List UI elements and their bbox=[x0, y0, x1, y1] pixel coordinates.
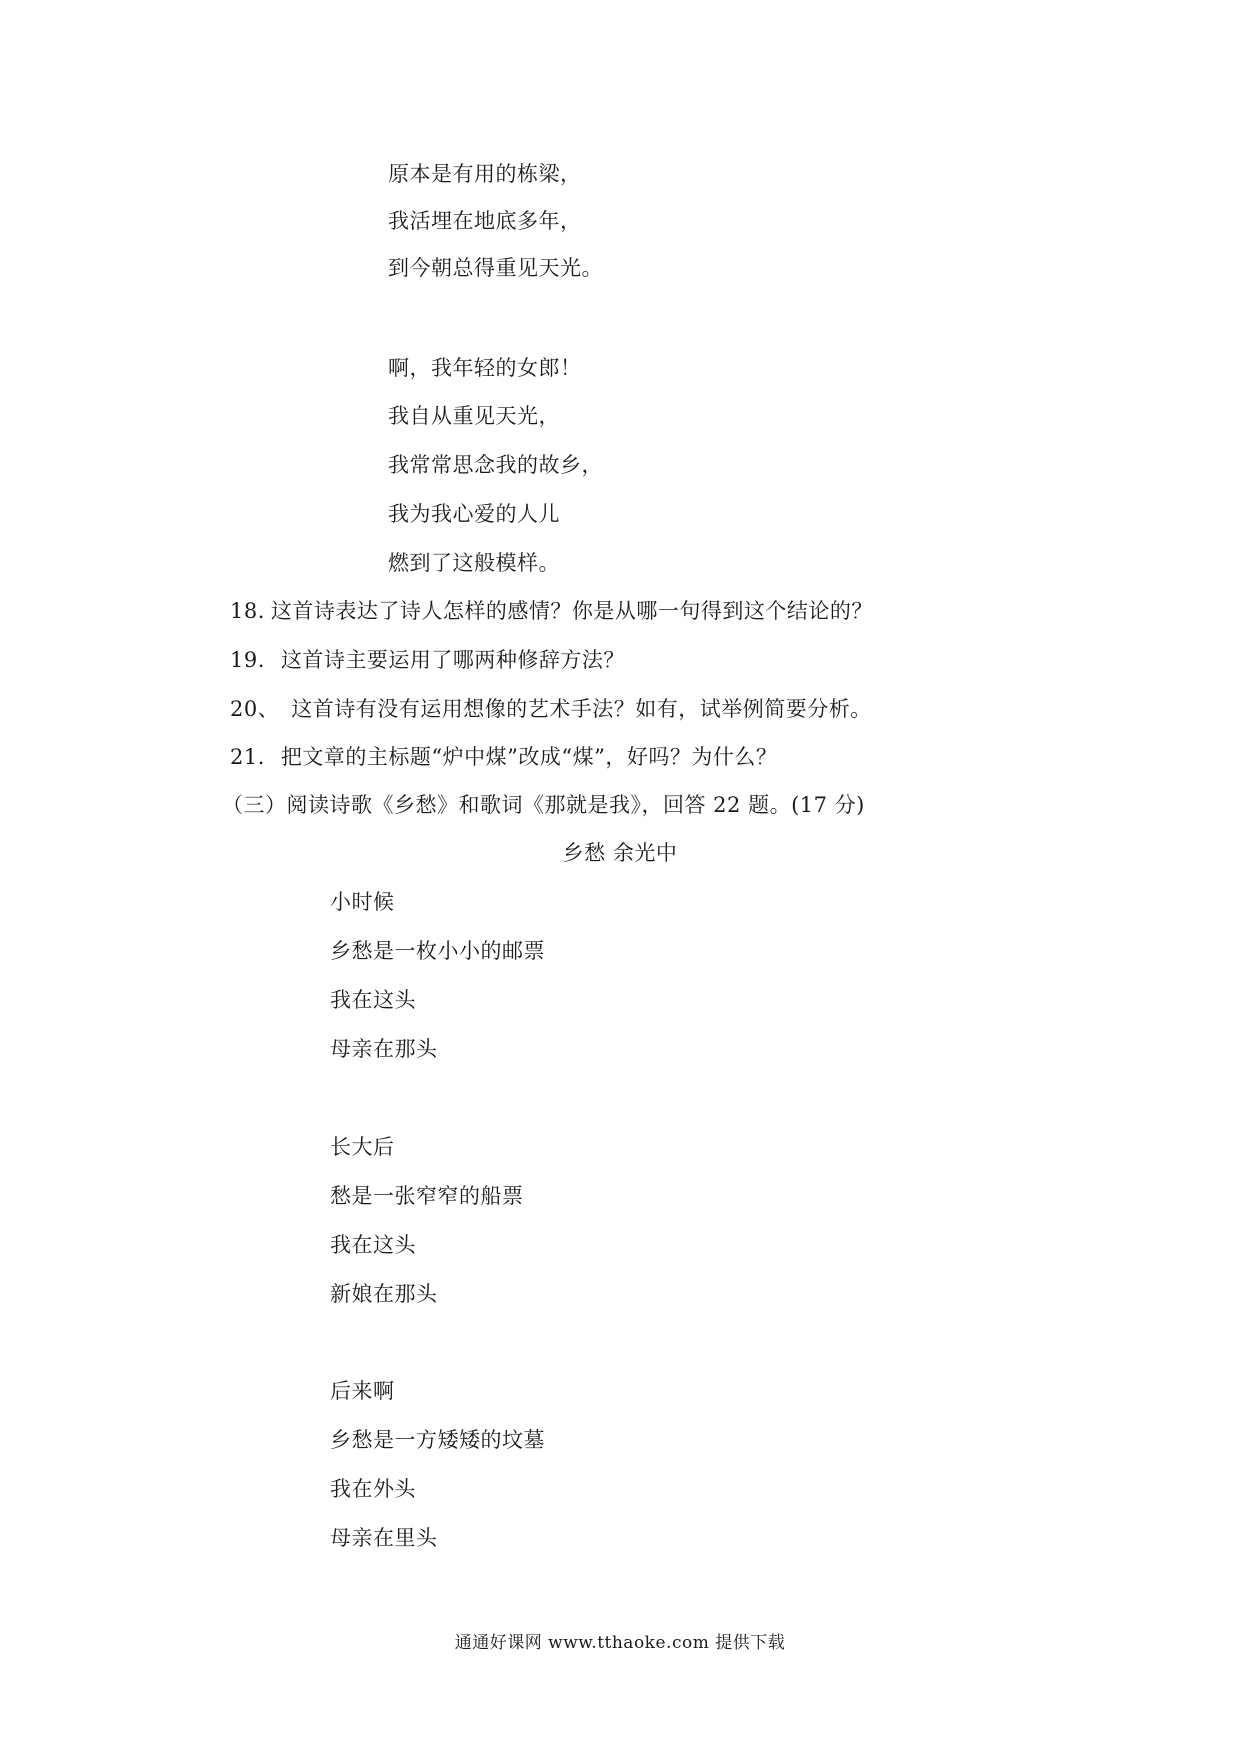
poem1-line: 我为我心爱的人儿 bbox=[388, 502, 560, 526]
poem1-line: 原本是有用的栋梁， bbox=[388, 162, 582, 186]
question-text: 这首诗表达了诗人怎样的感情？你是从哪一句得到这个结论的？ bbox=[270, 599, 873, 623]
poem2-line: 后来啊 bbox=[330, 1379, 395, 1403]
question-number: 19. bbox=[230, 648, 265, 672]
question-number: 18. bbox=[230, 599, 265, 623]
poem2-line: 母亲在那头 bbox=[330, 1037, 438, 1061]
poem2-line: 长大后 bbox=[330, 1135, 395, 1159]
page-footer: 通通好课网 www.tthaoke.com 提供下载 bbox=[454, 1633, 786, 1653]
question-18 bbox=[230, 597, 873, 625]
poem2-line: 小时候 bbox=[330, 890, 395, 914]
poem1-line: 我常常思念我的故乡， bbox=[388, 453, 603, 477]
question-text: 这首诗主要运用了哪两种修辞方法？ bbox=[280, 648, 625, 672]
poem2-line: 我在外头 bbox=[330, 1477, 416, 1501]
poem2-line: 母亲在里头 bbox=[330, 1526, 438, 1550]
question-number: 20、 bbox=[230, 697, 280, 721]
poem1-line: 我活埋在地底多年， bbox=[388, 209, 582, 233]
poem1-line: 我自从重见天光， bbox=[388, 404, 560, 428]
question-20 bbox=[230, 695, 872, 723]
question-text: 把文章的主标题“炉中煤”改成“煤”，好吗？为什么？ bbox=[280, 745, 778, 769]
poem2-line: 乡愁是一枚小小的邮票 bbox=[330, 939, 545, 963]
poem2-line: 新娘在那头 bbox=[330, 1282, 438, 1306]
poem-title: 乡愁 余光中 bbox=[562, 841, 678, 865]
question-text: 这首诗有没有运用想像的艺术手法？如有，试举例简要分析。 bbox=[291, 697, 872, 721]
section-heading: （三）阅读诗歌《乡愁》和歌词《那就是我》，回答 22 题。(17 分) bbox=[222, 793, 865, 817]
poem2-line: 我在这头 bbox=[330, 988, 416, 1012]
poem1-line: 燃到了这般模样。 bbox=[388, 551, 560, 575]
question-19 bbox=[230, 646, 625, 674]
question-number: 21. bbox=[230, 745, 265, 769]
poem2-line: 我在这头 bbox=[330, 1233, 416, 1257]
poem1-line: 到今朝总得重见天光。 bbox=[388, 256, 603, 280]
poem2-line: 乡愁是一方矮矮的坟墓 bbox=[330, 1428, 545, 1452]
poem1-line: 啊，我年轻的女郎！ bbox=[388, 356, 582, 380]
question-21 bbox=[230, 743, 777, 771]
poem2-line: 愁是一张窄窄的船票 bbox=[330, 1184, 524, 1208]
